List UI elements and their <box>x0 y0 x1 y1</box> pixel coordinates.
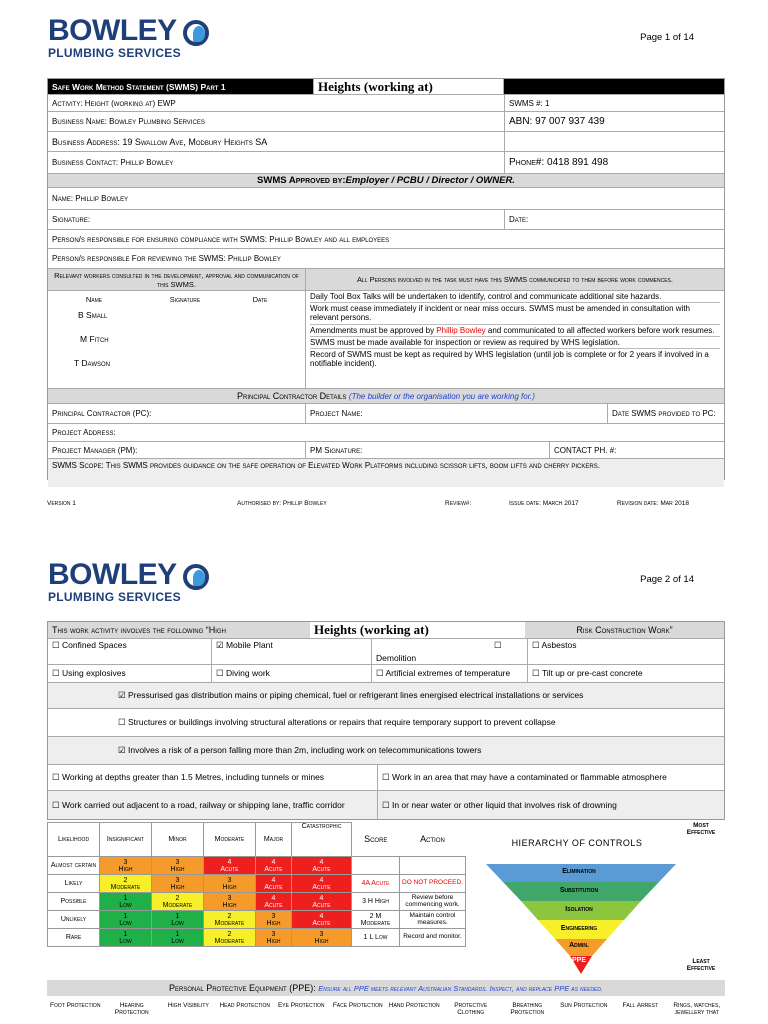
risk-score: 1 <box>123 912 128 920</box>
matrix-row <box>48 875 466 893</box>
business-address: Business Address: 19 Swallow Ave, Modbury Heights SA <box>48 132 505 151</box>
risk-level: Moderate <box>110 883 141 891</box>
note-cease: Work must cease immediately if incident or near miss occurs. SWMS must be amended in consultation with relevant persons. <box>310 303 720 324</box>
hrcw-heading-left: This work activity involves the following “High <box>52 625 226 635</box>
tier-substitution: Substitution <box>559 887 599 894</box>
footer-review: Review#: <box>445 500 472 507</box>
logo-swirl-icon <box>183 564 209 590</box>
tier-elimination: Elimination <box>562 868 596 875</box>
risk-cell <box>256 911 292 929</box>
risk-cell <box>152 893 204 911</box>
risk-cell <box>204 929 256 947</box>
logo-name-small: PLUMBING SERVICES <box>48 46 181 60</box>
risk-level: Acute <box>220 865 239 873</box>
check-diving[interactable]: ☐ Diving work <box>212 665 372 682</box>
risk-level: High <box>222 901 237 909</box>
action-label: Record and monitor. <box>400 929 466 947</box>
check-mobile-plant[interactable]: ☑ Mobile Plant <box>212 639 372 664</box>
risk-score: 3 <box>175 876 180 884</box>
matrix-row <box>48 911 466 929</box>
check-tilt-up[interactable]: ☐ Tilt up or pre-cast concrete <box>532 668 643 678</box>
likelihood-label: Unlikely <box>48 911 100 929</box>
col-date: Date <box>252 295 268 304</box>
pm-signature: PM Signature: <box>306 442 550 458</box>
risk-level: Acute <box>264 865 283 873</box>
risk-cell <box>292 911 352 929</box>
check-contaminated[interactable]: ☐ Work in an area that may have a contaminated or flammable atmosphere <box>382 772 667 782</box>
note-amendments-name: Phillip Bowley <box>436 325 486 335</box>
risk-level: High <box>266 937 281 945</box>
hrcw-heading-right: Risk Construction Work” <box>576 625 673 635</box>
note-amendments-a: Amendments must be approved by <box>310 325 437 335</box>
check-confined-spaces[interactable]: ☐ Confined Spaces <box>48 639 212 664</box>
ppe-item: Head Protection <box>219 1002 271 1009</box>
note-inspection: SWMS must be made available for inspection or review as required by WHS legislation. <box>310 337 720 349</box>
risk-score: 4 <box>319 912 324 920</box>
matrix-header: Major <box>256 823 292 857</box>
risk-cell <box>292 875 352 893</box>
company-logo-page2 <box>48 560 209 603</box>
check-water[interactable]: ☐ In or near water or other liquid that involves risk of drowning <box>382 799 617 810</box>
check-temperature[interactable]: ☐ Artificial extremes of temperature <box>372 665 528 682</box>
risk-level: Low <box>171 919 184 927</box>
ppe-item: Foot Protection <box>50 1002 101 1009</box>
ppe-item: Protective Clothing <box>454 1002 488 1017</box>
least-effective: Least Effective <box>686 958 716 972</box>
tier-isolation: Isolation <box>565 906 593 913</box>
approved-roles: Employer / PCBU / Director / OWNER. <box>345 175 515 186</box>
matrix-header: Catastrophic <box>292 823 352 857</box>
risk-level: High <box>266 919 281 927</box>
communication-notes <box>306 291 724 388</box>
ppe-item: Hand Protection <box>388 1002 440 1009</box>
check-asbestos[interactable]: ☐ Asbestos <box>532 640 577 650</box>
risk-score: 4 <box>271 858 276 866</box>
workers-list <box>48 291 306 388</box>
footer-issue: Issue date: March 2017 <box>509 500 579 507</box>
part-title: Safe Work Method Statement (SWMS) Part 1 <box>48 79 314 94</box>
risk-score: 3 <box>175 858 180 866</box>
risk-level: High <box>222 883 237 891</box>
company-logo <box>48 16 209 59</box>
matrix-header: Likelihood <box>48 823 100 857</box>
likelihood-label: Almost certain <box>48 857 100 875</box>
swms-part1-table <box>47 78 725 480</box>
check-demolition[interactable]: ☐ <box>490 639 528 664</box>
risk-cell <box>100 875 152 893</box>
ppe-item: High Visibility <box>167 1002 209 1009</box>
ppe-note: Ensure all PPE meets relevant Australian Standards. Inspect, and replace PPE as needed. <box>318 983 603 993</box>
high-risk-work-table <box>47 621 725 820</box>
risk-cell <box>100 911 152 929</box>
risk-level: Moderate <box>214 937 245 945</box>
matrix-header: Score <box>364 833 388 844</box>
risk-cell <box>152 857 204 875</box>
ppe-item: Sun Protection <box>560 1002 608 1009</box>
principal-contractor: Principal Contractor (PC): <box>48 404 306 423</box>
risk-cell <box>292 857 352 875</box>
note-amendments <box>310 325 720 337</box>
footer-authorised: Authorised by: Phillip Bowley <box>237 500 327 507</box>
ppe-heading: Personal Protective Equipment (PPE): <box>169 983 316 993</box>
risk-cell <box>152 911 204 929</box>
matrix-header: Moderate <box>204 823 256 857</box>
risk-score: 3 <box>271 930 276 938</box>
date-field: Date: <box>509 215 529 224</box>
risk-score: 3 <box>319 930 324 938</box>
action-label: DO NOT PROCEED. <box>400 875 466 893</box>
risk-score: 4 <box>271 894 276 902</box>
risk-score: 2 <box>123 876 128 884</box>
logo-name-big: BOWLEY <box>48 14 177 47</box>
reviewing-persons: Person/s responsible For reviewing the SWMS: Phillip Bowley <box>52 254 281 263</box>
likelihood-label: Likely <box>48 875 100 893</box>
logo-name-small: PLUMBING SERVICES <box>48 590 181 604</box>
worker-name: M Fitch <box>80 334 109 344</box>
worker-name: T Dawson <box>74 358 110 368</box>
check-explosives[interactable]: ☐ Using explosives <box>48 665 212 682</box>
matrix-row <box>48 929 466 947</box>
score-label: 1 L Low <box>352 929 400 947</box>
ppe-item: Eye Protection <box>277 1002 325 1009</box>
risk-level: Low <box>119 937 132 945</box>
ppe-item: Fall Arrest <box>622 1002 659 1009</box>
risk-score: 3 <box>227 894 232 902</box>
risk-cell <box>256 929 292 947</box>
most-effective: Most Effective <box>686 822 716 836</box>
approver-name: Name: Phillip Bowley <box>52 194 129 203</box>
hierarchy-of-controls <box>482 822 725 980</box>
risk-level: Low <box>171 937 184 945</box>
risk-level: Acute <box>264 883 283 891</box>
likelihood-label: Possible <box>48 893 100 911</box>
ppe-item: Breathing Protection <box>510 1002 545 1017</box>
hierarchy-title: HIERARCHY OF CONTROLS <box>511 838 643 848</box>
risk-level: High <box>170 883 185 891</box>
action-label: Maintain control measures. <box>400 911 466 929</box>
check-pressurised-gas[interactable]: ☑ Pressurised gas distribution mains or piping chemical, fuel or refrigerant lines energised electrical installations or services <box>118 690 584 700</box>
score-label <box>352 857 400 875</box>
signature-field: Signature: <box>48 210 505 229</box>
business-contact: Business Contact: Phillip Bowley <box>48 152 505 173</box>
risk-score: 2 <box>175 894 180 902</box>
risk-cell <box>204 893 256 911</box>
page-number: Page 1 of 14 <box>640 32 694 43</box>
risk-level: Acute <box>312 883 331 891</box>
risk-score: 4 <box>319 876 324 884</box>
address-blank <box>505 132 724 151</box>
risk-level: High <box>118 865 133 873</box>
risk-score: 1 <box>123 894 128 902</box>
check-road[interactable]: ☐ Work carried out adjacent to a road, railway or shipping lane, traffic corridor <box>48 791 378 819</box>
risk-score: 3 <box>123 858 128 866</box>
risk-cell <box>204 875 256 893</box>
risk-level: Acute <box>312 919 331 927</box>
matrix-row <box>48 857 466 875</box>
risk-level: High <box>314 937 329 945</box>
activity-title: Heights (working at) <box>314 79 504 94</box>
consulted-heading: Relevant workers consulted in the development, approval and communication of this SWMS. <box>48 269 306 290</box>
risk-score: 3 <box>271 912 276 920</box>
risk-level: Acute <box>312 901 331 909</box>
note-toolbox: Daily Tool Box Talks will be undertaken to identify, control and communicate additional site hazards. <box>310 291 720 303</box>
risk-score: 2 <box>227 912 232 920</box>
note-amendments-b: and communicated to all affected workers before work resumes. <box>485 325 715 335</box>
risk-cell <box>100 857 152 875</box>
swms-number: SWMS #: 1 <box>509 98 550 108</box>
risk-cell <box>256 893 292 911</box>
risk-level: Moderate <box>162 901 193 909</box>
risk-cell <box>152 875 204 893</box>
all-persons-heading: All Persons involved in the task must have this SWMS communicated to them before work commences. <box>357 275 673 284</box>
score-label: 3 H High <box>352 893 400 911</box>
risk-score: 4 <box>271 876 276 884</box>
risk-level: Low <box>119 901 132 909</box>
approved-heading: SWMS Approved by: <box>257 175 346 186</box>
risk-cell <box>204 911 256 929</box>
project-address: Project Address: <box>52 428 116 437</box>
matrix-row <box>48 893 466 911</box>
ppe-heading-bar <box>47 980 725 996</box>
tier-ppe: PPE <box>571 957 586 964</box>
check-structures[interactable]: ☐ Structures or buildings involving structural alterations or repairs that require temporary support to prevent collapse <box>118 717 556 727</box>
footer-revision: Revision date: Mar 2018 <box>617 500 689 507</box>
likelihood-label: Rare <box>48 929 100 947</box>
project-manager: Project Manager (PM): <box>48 442 306 458</box>
label-demolition: Demolition <box>376 653 417 663</box>
risk-level: Low <box>119 919 132 927</box>
risk-level: High <box>170 865 185 873</box>
check-depths[interactable]: ☐ Working at depths greater than 1.5 Metres, including tunnels or mines <box>48 765 378 790</box>
risk-cell <box>204 857 256 875</box>
check-falling[interactable]: ☑ Involves a risk of a person falling more than 2m, including work on telecommunications towers <box>118 745 482 755</box>
col-name: Name <box>85 295 103 304</box>
ppe-item: Face Protection <box>332 1002 383 1009</box>
matrix-header: Minor <box>152 823 204 857</box>
logo-swirl-icon <box>183 20 209 46</box>
tier-admin: Admin. <box>569 942 589 949</box>
ppe-items-row <box>47 1002 725 1017</box>
ppe-item: Hearing Protection <box>114 1002 149 1017</box>
phone-number: Phone#: 0418 891 498 <box>509 157 609 168</box>
activity-title-page2: Heights (working at) <box>310 622 525 638</box>
risk-matrix <box>47 822 466 947</box>
risk-cell <box>256 875 292 893</box>
tier-engineering: Engineering <box>560 925 598 932</box>
page1-footer <box>47 500 725 507</box>
project-name: Project Name: <box>306 404 608 423</box>
risk-score: 2 <box>227 930 232 938</box>
pc-heading: Principal Contractor Details <box>237 391 347 401</box>
title-bar-fill <box>504 79 724 94</box>
swms-scope: SWMS Scope: This SWMS provides guidance on the safe operation of Elevated Work Platforms including scissor lifts, boom lifts and cherry pickers. <box>52 461 600 470</box>
score-label: 4A Acute <box>352 875 400 893</box>
matrix-header: Action <box>420 833 445 844</box>
risk-cell <box>292 893 352 911</box>
col-signature: Signature <box>169 295 201 304</box>
date-provided: Date SWMS provided to PC: <box>612 409 716 418</box>
action-label <box>400 857 466 875</box>
activity-field: Activity: Height (working at) EWP <box>48 95 505 111</box>
risk-score: 4 <box>319 858 324 866</box>
risk-level: Acute <box>312 865 331 873</box>
risk-score: 4 <box>319 894 324 902</box>
footer-version: Version 1 <box>47 500 76 507</box>
risk-level: Moderate <box>214 919 245 927</box>
risk-score: 1 <box>175 912 180 920</box>
pc-note: (The builder or the organisation you are working for.) <box>348 391 535 401</box>
note-record: Record of SWMS must be kept as required by WHS legislation (until job is complete or for 2 years if involved in a notifiable incident). <box>310 349 709 369</box>
abn: ABN: 97 007 937 439 <box>509 116 605 127</box>
risk-score: 1 <box>175 930 180 938</box>
risk-cell <box>100 893 152 911</box>
logo-name-big: BOWLEY <box>48 558 177 591</box>
risk-cell <box>292 929 352 947</box>
risk-score: 1 <box>123 930 128 938</box>
matrix-header: Insignificant <box>100 823 152 857</box>
business-name: Business Name: Bowley Plumbing Services <box>48 112 505 131</box>
action-label: Review before commencing work. <box>400 893 466 911</box>
worker-name: B Small <box>78 310 108 320</box>
risk-score: 4 <box>227 858 232 866</box>
score-label: 2 M Moderate <box>352 911 400 929</box>
risk-cell <box>152 929 204 947</box>
risk-score: 3 <box>227 876 232 884</box>
contact-ph: CONTACT PH. #: <box>554 445 617 455</box>
risk-level: Acute <box>264 901 283 909</box>
page-number: Page 2 of 14 <box>640 574 694 585</box>
compliance-persons: Person/s responsible for ensuring compliance with SWMS: Phillip Bowley and all employees <box>52 234 390 244</box>
ppe-item: Rings, watches, jewellery that <box>673 1002 721 1017</box>
risk-cell <box>256 857 292 875</box>
risk-cell <box>100 929 152 947</box>
